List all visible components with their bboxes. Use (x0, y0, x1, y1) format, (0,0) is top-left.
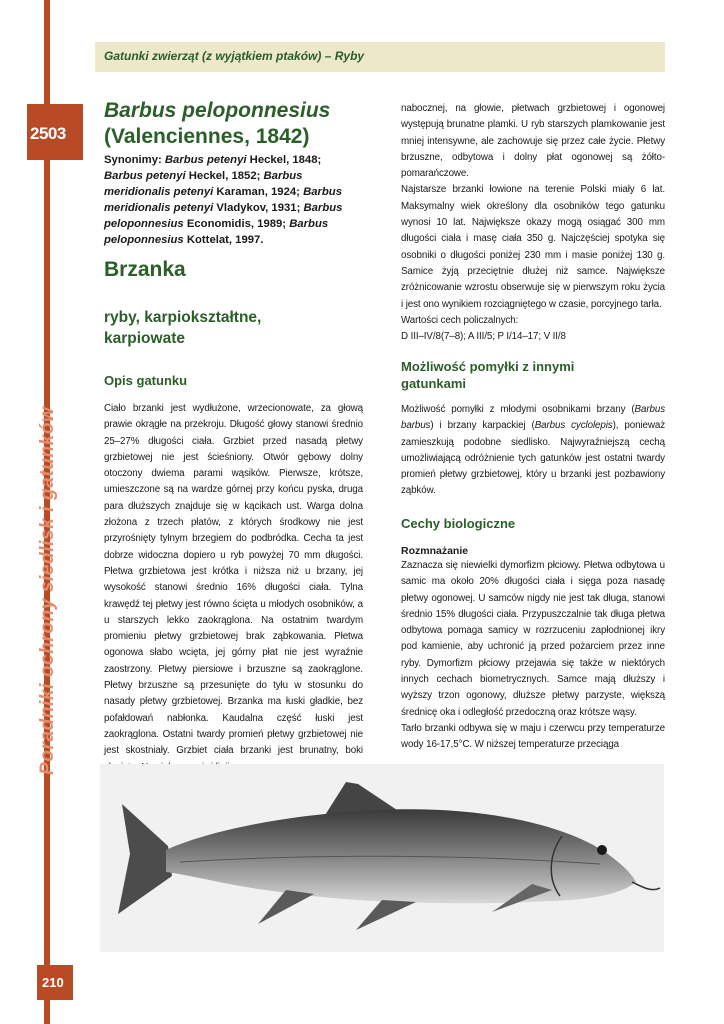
page-number: 210 (42, 975, 64, 990)
spawning-text: Tarło brzanki odbywa się w maju i czerwcu przy temperaturze wody 16-17,5°C. W niższej temperaturze przeciąga (401, 722, 665, 751)
species-ref: Barbus cyclolepis (534, 420, 613, 432)
running-header: Gatunki zwierząt (z wyjątkiem ptaków) – Ryby (104, 49, 365, 63)
synonyms-label: Synonimy: (104, 154, 162, 166)
description-continued-text: nabocznej, na głowie, płetwach grzbietowej i ogonowej występują brunatne plamki. U ryb starszych plamkowanie jest mniej intensywne, ale zachowuje się przez całe życie. Płetwy brzuszne, odbytowa i dolny płat ogonowej są żółto-pomarańczowe. (401, 103, 665, 180)
section-heading-confusion: Możliwość pomyłki z innymi gatunkami (401, 359, 575, 391)
pelvic-fin (356, 900, 416, 930)
synonyms-block (104, 152, 362, 248)
description-text: Ciało brzanki jest wydłużone, wrzecionowate, za głową prawie okrągłe na przekroju. Długość głowy stanowi średnio 25–27% długości ciała. Grzbiet przed nasadą płetwy grzbietowej nie jest ścieśniony. Otwór gębowy dolny otoczony dwiema parami wąsików. Pierwsze, krótsze, umieszczone są na wardze górnej przy końcu pyska, druga para dłuższych znajduje się w kącikach ust. Warga dolna złożona z trzech płatów, z których środkowy nie jest przyrośnięty tylnym brzegiem do podbródka. Cecha ta jest dobrze widoczna dopiero u ryb powyżej 70 mm długości. Płetwa grzbietowa jest krótka i niższa niż u brzany, jej wysokość stanowi średnio 16% długości ciała. Tylna krawędź tej płetwy jest równo ścięta u młodych osobników, a u starszych lekko zaokrąglona. Na ostatnim twardym promieniu płetwy grzbietowej brak ząbkowania. Płetwa ogonowa słabo wcięta, jej górny płat nie jest wyraźnie zaostrzony. Płetwy piersiowe i brzuszne są zaokrąglone. Płetwy brzuszne są przesunięte do tyłu w stosunku do nasady płetwy grzbietowej. Brzanka ma łuski gładkie, bez pofałdowań nabłonka. Kaudalna część łuski jest zaokrąglona. Ostatni twardy promień płetwy grzbietowej nie jest skostniały. Grzbiet ciała brzanki jest brunatny, boki (104, 403, 363, 757)
synonym-name: Barbus peloponnesius (104, 218, 329, 246)
synonym-name: Barbus meridionalis petenyi (104, 186, 342, 214)
meristic-values: D III–IV/8(7–8); A III/5; P I/14–17; V II/8 (401, 331, 566, 343)
synonym-author: Heckel, 1848; (249, 154, 322, 166)
meristic-label: Wartości cech policzalnych: (401, 314, 519, 326)
synonym-author: Heckel, 1852; (188, 170, 261, 182)
family-classification: ryby, karpiokształtne, karpiowate (104, 309, 262, 347)
barbel (632, 882, 660, 890)
reproduction-block (401, 558, 665, 754)
confusion-text: Możliwość pomyłki z młodymi osobnikami brzany (Barbus barbus) i brzany karpackiej (Barbus cyclolepis), ponieważ zamieszkują podobne siedlisko. Najwyraźniejszą cechą umożliwiającą odróżnienie tych gatunków jest ostatni twardy promień płetwy grzbietowej, który u brzanki jest pozbawiony ząbków. (401, 404, 665, 497)
synonym-author: Kottelat, 1997. (186, 234, 264, 246)
subheading-reproduction: Rozmnażanie (401, 545, 469, 557)
synonym-name: Barbus petenyi (104, 170, 186, 182)
fish-photo (100, 764, 664, 952)
species-number: 2503 (30, 124, 66, 143)
section-heading-description: Opis gatunku (104, 373, 188, 388)
age-size-text: Najstarsze brzanki łowione na terenie Polski miały 6 lat. Maksymalny wiek określony dla osobników tego gatunku wynosi 10 lat. Największe okazy mogą osiągać 300 mm długości ciała i masę ciała 350 g. Najczęściej spotyka się osobniki o długości poniżej 230 mm i masie poniżej 130 g. Samice żyją przeciętnie dłużej niż samce. Największe zróżnicowanie wzrostu obserwuje się w pierwszym roku życia i jest ono wynikiem rozciągniętego w czasie, porcyjnego tarła. (401, 184, 665, 310)
tail-fin (118, 804, 172, 914)
synonym-author: Economidis, 1989; (186, 218, 287, 230)
species-latin-name: Barbus peloponnesius (104, 99, 331, 122)
fish-eye (597, 845, 607, 855)
species-ref: Barbus barbus (401, 404, 665, 432)
synonym-name: Barbus meridionalis petenyi (104, 170, 303, 198)
polish-name: Brzanka (104, 258, 186, 281)
series-title-vertical: Poradniki ochrony siedlisk i gatunków (37, 406, 58, 775)
synonym-name: Barbus peloponnesius (104, 202, 343, 230)
barbel-fish-illustration (100, 764, 664, 952)
species-title (104, 98, 374, 150)
synonym-name: Barbus petenyi (164, 154, 247, 166)
description-continued (401, 101, 665, 345)
reproduction-text: Zaznacza się niewielki dymorfizm płciowy. Płetwa odbytowa u samic ma około 20% długości ciała i sięga poza nasadę płetwy ogonowej. U samców nigdy nie jest tak długa, stanowi średnio 15% długości ciała. Przypuszczalnie tak długa płetwa odbytowa pomaga samicy w rozrzuceniu zapłodnionej ikry pod kamienie, aby uchronić ją przed pożarciem przez inne ryby. Dymorfizm płciowy przejawia się także w niektórych innych cechach biometrycznych. Samce mają dłuższy i wyższy trzon ogonowy, dłuższe płetwy parzyste, większą średnicę oka i odległość przedoczną oraz krótsze wąsy. (401, 560, 665, 718)
synonym-author: Vladykov, 1931; (216, 202, 301, 214)
species-author: (Valenciennes, 1842) (104, 125, 310, 148)
section-heading-biology: Cechy biologiczne (401, 516, 516, 531)
anal-fin (258, 890, 314, 924)
synonym-author: Karaman, 1924; (216, 186, 300, 198)
